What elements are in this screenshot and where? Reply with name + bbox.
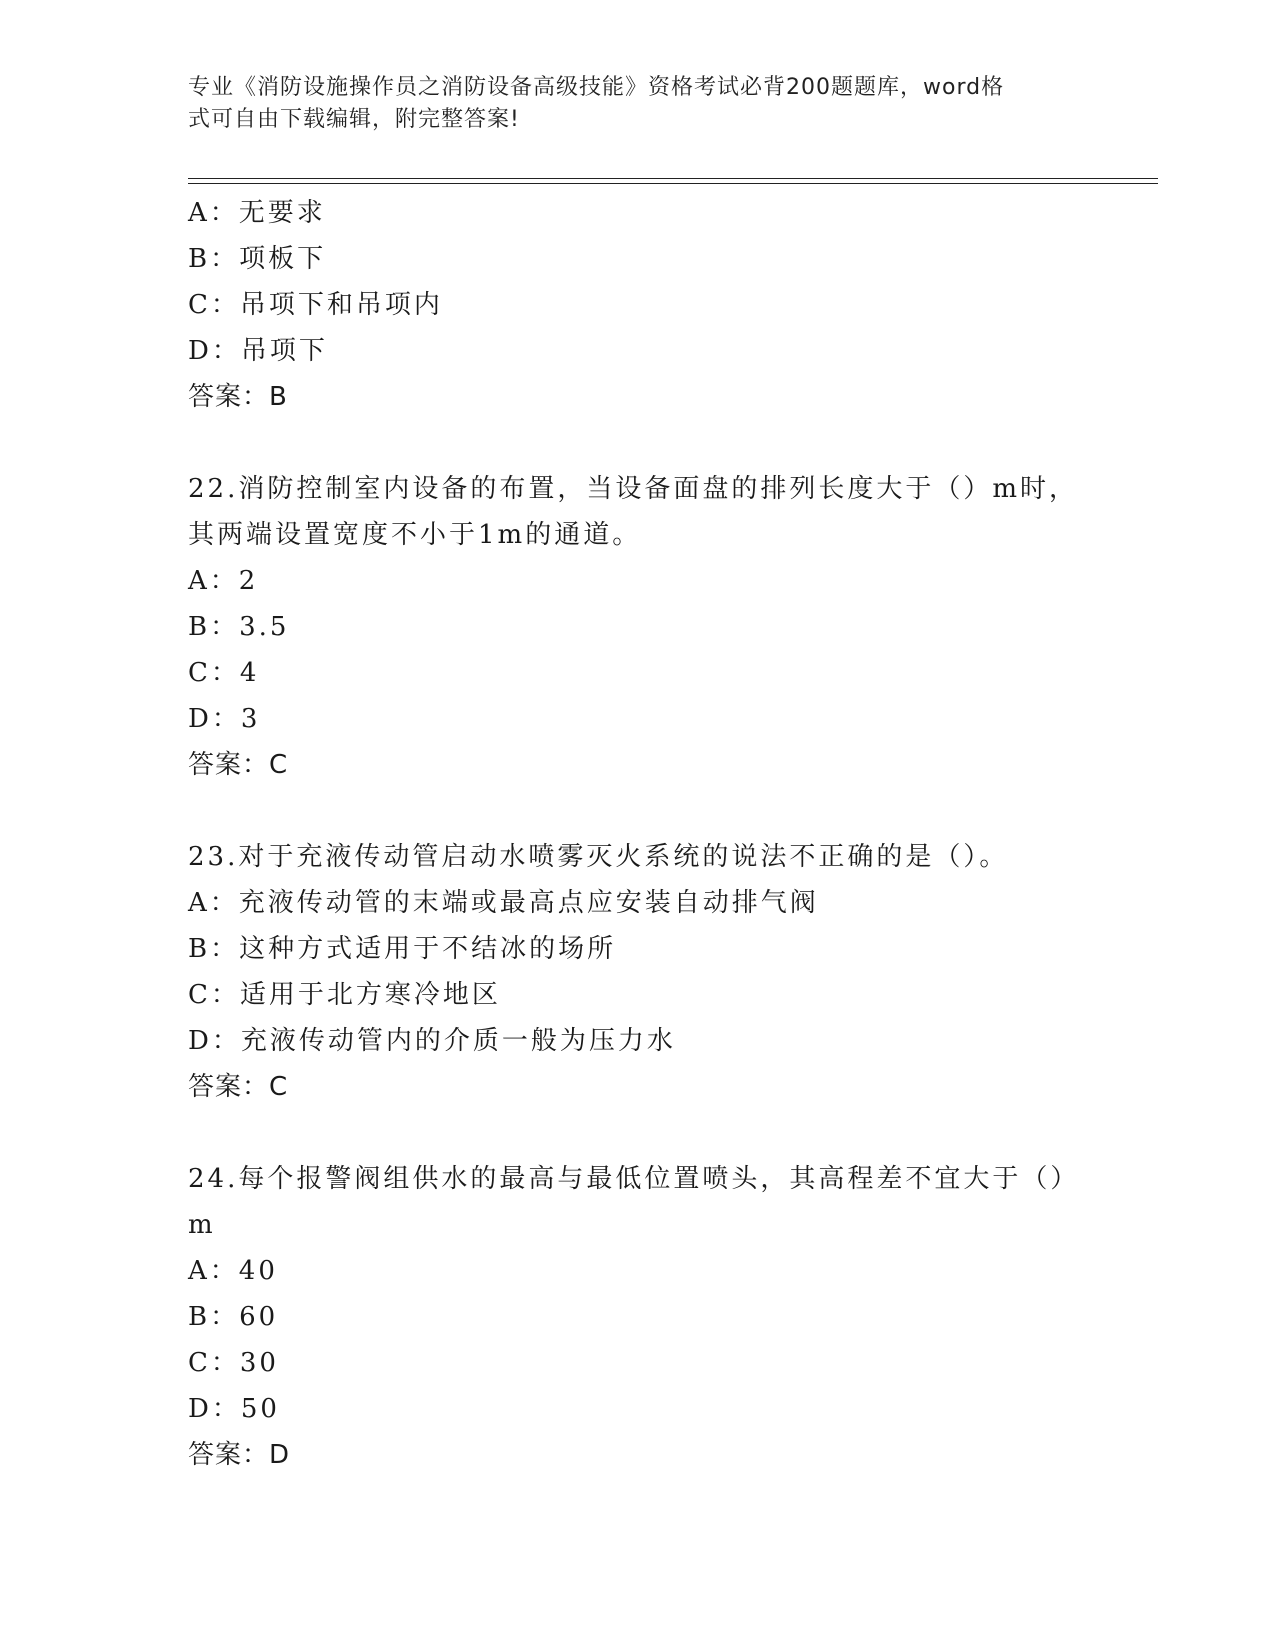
option-c: C：30 xyxy=(188,1348,279,1378)
option-c: C：适用于北方寒冷地区 xyxy=(188,980,501,1010)
option-d: D：吊项下 xyxy=(188,336,328,366)
option-c: C：吊项下和吊项内 xyxy=(188,290,443,320)
question-21-block xyxy=(188,190,1088,420)
option-a: A：无要求 xyxy=(188,198,326,228)
page-header xyxy=(188,72,1068,136)
answer: 答案：C xyxy=(188,750,289,780)
option-d: D：3 xyxy=(188,704,261,734)
question-list xyxy=(188,190,1088,1478)
header-line-2: 式可自由下载编辑，附完整答案! xyxy=(188,107,520,132)
answer: 答案：D xyxy=(188,1440,291,1470)
option-a: A：40 xyxy=(188,1256,278,1286)
option-b: B：60 xyxy=(188,1302,279,1332)
option-d: D：充液传动管内的介质一般为压力水 xyxy=(188,1026,676,1056)
option-b: B：3.5 xyxy=(188,612,290,642)
header-divider xyxy=(188,178,1158,184)
option-a: A：充液传动管的末端或最高点应安装自动排气阀 xyxy=(188,888,819,918)
question-23 xyxy=(188,834,1088,1110)
question-text-line-2: 其两端设置宽度不小于1m的通道。 xyxy=(188,520,642,550)
spacer xyxy=(188,420,1088,466)
option-a: A：2 xyxy=(188,566,259,596)
option-d: D：50 xyxy=(188,1394,280,1424)
question-text-line-1: 23.对于充液传动管启动水喷雾灭火系统的说法不正确的是（）。 xyxy=(188,842,1009,872)
question-22 xyxy=(188,466,1088,788)
answer: 答案：B xyxy=(188,382,288,412)
question-text-line-2: m xyxy=(188,1210,216,1240)
answer: 答案：C xyxy=(188,1072,289,1102)
question-text-line-1: 22.消防控制室内设备的布置，当设备面盘的排列长度大于（）m时， xyxy=(188,474,1079,504)
header-line-1: 专业《消防设施操作员之消防设备高级技能》资格考试必背200题题库，word格 xyxy=(188,75,1005,100)
option-b: B：这种方式适用于不结冰的场所 xyxy=(188,934,617,964)
spacer xyxy=(188,1110,1088,1156)
question-text-line-1: 24.每个报警阀组供水的最高与最低位置喷头，其高程差不宜大于（） xyxy=(188,1164,1080,1194)
option-c: C：4 xyxy=(188,658,260,688)
option-b: B：项板下 xyxy=(188,244,327,274)
spacer xyxy=(188,788,1088,834)
question-24 xyxy=(188,1156,1088,1478)
